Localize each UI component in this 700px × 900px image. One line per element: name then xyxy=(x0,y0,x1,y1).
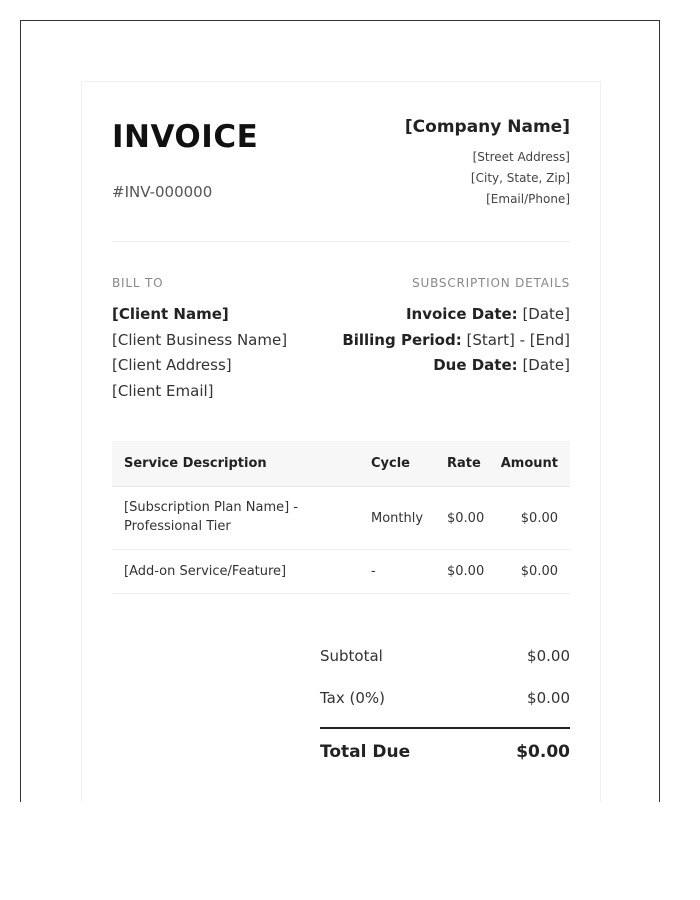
row-description-line2: Professional Tier xyxy=(124,519,231,534)
table-row xyxy=(112,487,570,550)
row-description-line1: [Add-on Service/Feature] xyxy=(124,564,287,579)
invoice-title: INVOICE xyxy=(112,119,259,155)
client-address: [Client Address] xyxy=(112,356,232,374)
header-cycle: Cycle xyxy=(371,456,410,471)
subscription-details-label: SUBSCRIPTION DETAILS xyxy=(412,276,570,290)
invoice-date-row xyxy=(406,305,570,323)
header-divider xyxy=(112,241,570,242)
subtotal-value: $0.00 xyxy=(527,647,570,665)
total-divider xyxy=(320,727,570,729)
company-name: [Company Name] xyxy=(404,117,570,137)
row-description-line1: [Subscription Plan Name] - xyxy=(124,500,299,515)
due-date-value: [Date] xyxy=(522,356,570,374)
total-due-label: Total Due xyxy=(320,742,411,762)
header-rate: Rate xyxy=(447,456,481,471)
header-amount: Amount xyxy=(500,456,558,471)
row-amount: $0.00 xyxy=(520,511,558,526)
due-date-label: Due Date: xyxy=(433,356,518,374)
bill-to-label: BILL TO xyxy=(112,276,164,290)
billing-period-label: Billing Period: xyxy=(342,331,462,349)
company-contact: [Email/Phone] xyxy=(486,192,570,206)
tax-value: $0.00 xyxy=(527,689,570,707)
billing-period-value: [Start] - [End] xyxy=(466,331,570,349)
client-email: [Client Email] xyxy=(112,382,214,400)
invoice-number: #INV-000000 xyxy=(112,183,213,201)
row-cycle: Monthly xyxy=(371,511,424,526)
total-due-value: $0.00 xyxy=(516,742,570,762)
row-rate: $0.00 xyxy=(447,511,485,526)
tax-label: Tax (0%) xyxy=(320,689,386,707)
client-name: [Client Name] xyxy=(112,305,229,323)
subtotal-label: Subtotal xyxy=(320,647,383,665)
company-city: [City, State, Zip] xyxy=(470,171,570,185)
table-row xyxy=(112,550,570,594)
company-street: [Street Address] xyxy=(472,150,570,164)
row-rate: $0.00 xyxy=(447,564,485,579)
table-header xyxy=(112,441,570,487)
due-date-row xyxy=(433,356,570,374)
billing-period-row xyxy=(342,331,570,349)
header-service-description: Service Description xyxy=(124,456,267,471)
row-amount: $0.00 xyxy=(520,564,558,579)
invoice-date-label: Invoice Date: xyxy=(405,305,518,323)
row-cycle: - xyxy=(371,564,376,579)
invoice-date-value: [Date] xyxy=(522,305,570,323)
client-business-name: [Client Business Name] xyxy=(112,331,288,349)
